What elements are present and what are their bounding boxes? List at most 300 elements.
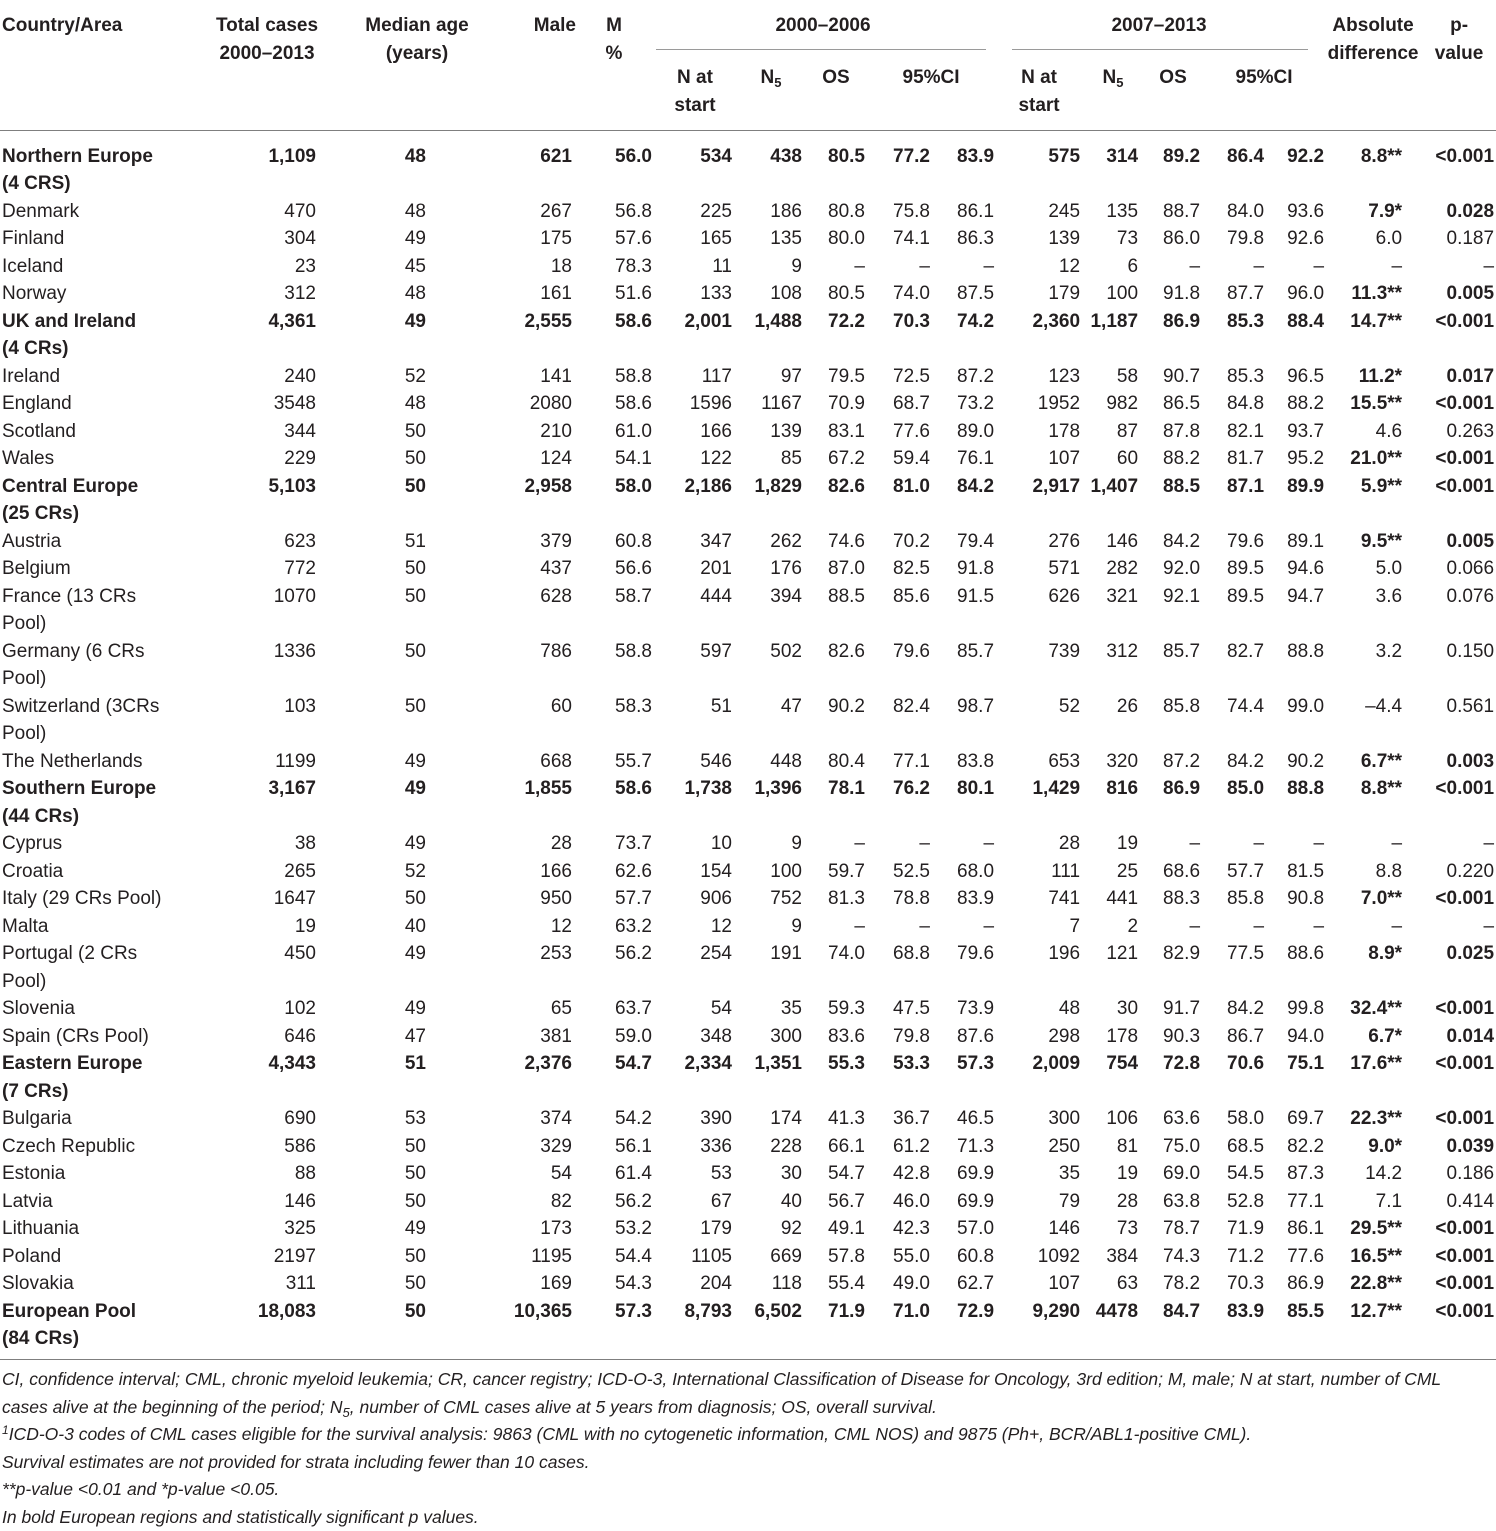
cell-country: Southern Europe (44 CRs) [0,775,192,830]
cell-n-start-2007: 178 [994,418,1084,446]
cell-total-cases: 265 [192,858,342,886]
cell-n5-2000: 262 [738,528,804,556]
table-body [0,130,1496,1359]
cell-os-2000: – [804,913,868,941]
cell-n-start-2007: 12 [994,253,1084,281]
cell-ci-low-2000: 42.8 [868,1160,938,1188]
cell-n5-2000: 174 [738,1105,804,1133]
cell-n-start-2000: 1596 [652,390,738,418]
cell-os-2007: 69.0 [1142,1160,1204,1188]
cell-absolute-difference: 6.7** [1324,748,1422,776]
cell-os-2007: 78.7 [1142,1215,1204,1243]
cell-p-value: – [1422,913,1496,941]
cell-ci-low-2007: 82.7 [1204,638,1268,693]
cell-p-value: 0.003 [1422,748,1496,776]
cell-country: Portugal (2 CRs Pool) [0,940,192,995]
cell-ci-low-2000: 85.6 [868,583,938,638]
cell-country: France (13 CRs Pool) [0,583,192,638]
cell-male: 141 [492,363,576,391]
cell-male-percent: 55.7 [576,748,652,776]
cell-n5-2007: 60 [1084,445,1142,473]
cell-country: Norway [0,280,192,308]
cell-male-percent: 58.0 [576,473,652,528]
cell-median-age: 50 [342,418,492,446]
cell-n5-2007: 19 [1084,830,1142,858]
cell-male: 381 [492,1023,576,1051]
cell-p-value: 0.076 [1422,583,1496,638]
header-n-at-start-1: N at start [652,60,738,131]
cell-total-cases: 3548 [192,390,342,418]
cell-os-2007: 86.5 [1142,390,1204,418]
cell-median-age: 49 [342,995,492,1023]
cell-ci-low-2000: 79.6 [868,638,938,693]
cell-male-percent: 59.0 [576,1023,652,1051]
cell-male-percent: 56.6 [576,555,652,583]
cell-n5-2000: 1,488 [738,308,804,363]
header-n-at-start-2: N at start [994,60,1084,131]
cell-n5-2000: 9 [738,913,804,941]
cell-total-cases: 19 [192,913,342,941]
header-ci-2: 95%CI [1204,60,1324,131]
cell-absolute-difference: 17.6** [1324,1050,1422,1105]
cell-ci-high-2007: 77.6 [1268,1243,1324,1271]
cell-ci-low-2000: 77.1 [868,748,938,776]
cell-n-start-2000: 254 [652,940,738,995]
cell-ci-low-2007: 85.8 [1204,885,1268,913]
cell-p-value: 0.150 [1422,638,1496,693]
cell-male: 173 [492,1215,576,1243]
cell-ci-high-2000: 79.4 [938,528,994,556]
cell-n-start-2007: 739 [994,638,1084,693]
cell-total-cases: 3,167 [192,775,342,830]
cell-male: 169 [492,1270,576,1298]
cell-country: Estonia [0,1160,192,1188]
cell-os-2000: 83.1 [804,418,868,446]
cell-ci-low-2000: 79.8 [868,1023,938,1051]
cell-ci-high-2007: – [1268,830,1324,858]
cell-ci-high-2000: 68.0 [938,858,994,886]
cell-n-start-2000: 201 [652,555,738,583]
cell-median-age: 50 [342,473,492,528]
header-period-2007-2013: 2007–2013 [994,0,1324,60]
cell-male-percent: 63.2 [576,913,652,941]
note-icd-codes: $^1$ICD-O-3 codes of CML cases eligible for the survival analysis: 9863 (CML with no cytogenetic information, CML NOS) and 9875 (Ph+, BCR/ABL1-positive CML). [2,1421,1452,1449]
cell-absolute-difference: 5.0 [1324,555,1422,583]
cell-os-2000: 71.9 [804,1298,868,1360]
table-row [0,693,1496,748]
cell-ci-high-2007: 90.8 [1268,885,1324,913]
cell-ci-low-2007: 85.3 [1204,363,1268,391]
cell-country: Malta [0,913,192,941]
cell-p-value: 0.014 [1422,1023,1496,1051]
cell-country: Iceland [0,253,192,281]
cell-ci-low-2000: 74.1 [868,225,938,253]
cell-n-start-2007: 2,009 [994,1050,1084,1105]
cell-ci-high-2000: 83.9 [938,130,994,198]
cell-n5-2007: 1,187 [1084,308,1142,363]
cell-p-value: <0.001 [1422,1050,1496,1105]
cell-ci-high-2000: 98.7 [938,693,994,748]
cell-n-start-2007: 276 [994,528,1084,556]
cell-p-value: 0.005 [1422,280,1496,308]
table-row [0,583,1496,638]
cell-p-value: <0.001 [1422,995,1496,1023]
cell-os-2000: 80.5 [804,280,868,308]
cell-ci-high-2000: 73.9 [938,995,994,1023]
cell-median-age: 48 [342,198,492,226]
cell-median-age: 49 [342,748,492,776]
cell-total-cases: 18,083 [192,1298,342,1360]
cell-median-age: 50 [342,555,492,583]
cell-os-2007: 85.8 [1142,693,1204,748]
cell-os-2000: 80.5 [804,130,868,198]
cell-n5-2007: 28 [1084,1188,1142,1216]
table-row [0,445,1496,473]
cell-ci-low-2000: 76.2 [868,775,938,830]
cell-median-age: 50 [342,1243,492,1271]
cell-male-percent: 56.8 [576,198,652,226]
cell-n5-2007: 135 [1084,198,1142,226]
table-row [0,253,1496,281]
cell-ci-high-2007: 93.6 [1268,198,1324,226]
cell-absolute-difference: 11.3** [1324,280,1422,308]
cell-total-cases: 344 [192,418,342,446]
cell-male: 2,555 [492,308,576,363]
cell-total-cases: 103 [192,693,342,748]
cell-male-percent: 58.6 [576,308,652,363]
cell-n5-2007: 754 [1084,1050,1142,1105]
cell-os-2007: 90.7 [1142,363,1204,391]
cell-total-cases: 5,103 [192,473,342,528]
cell-absolute-difference: – [1324,913,1422,941]
cell-os-2007: 72.8 [1142,1050,1204,1105]
cell-os-2007: – [1142,830,1204,858]
cell-os-2007: 86.9 [1142,775,1204,830]
cell-total-cases: 311 [192,1270,342,1298]
cell-ci-high-2000: 71.3 [938,1133,994,1161]
cell-median-age: 50 [342,638,492,693]
cell-ci-low-2007: 74.4 [1204,693,1268,748]
cell-ci-high-2007: 86.1 [1268,1215,1324,1243]
table-row-region [0,1050,1496,1105]
cell-n-start-2007: 107 [994,1270,1084,1298]
cell-ci-high-2007: 94.7 [1268,583,1324,638]
cell-ci-low-2000: 70.3 [868,308,938,363]
cell-ci-high-2000: 87.2 [938,363,994,391]
cell-absolute-difference: 6.0 [1324,225,1422,253]
cell-country: Latvia [0,1188,192,1216]
cell-absolute-difference: 29.5** [1324,1215,1422,1243]
cell-os-2007: 82.9 [1142,940,1204,995]
cell-ci-high-2007: 88.6 [1268,940,1324,995]
cell-country: Poland [0,1243,192,1271]
cell-n5-2007: 25 [1084,858,1142,886]
cell-ci-high-2000: 91.8 [938,555,994,583]
cell-male-percent: 54.1 [576,445,652,473]
cell-male: 12 [492,913,576,941]
cell-n5-2000: 100 [738,858,804,886]
cell-ci-high-2007: 92.6 [1268,225,1324,253]
cell-n5-2007: 312 [1084,638,1142,693]
cell-n5-2007: 816 [1084,775,1142,830]
note-survival-estimates: Survival estimates are not provided for strata including fewer than 10 cases. [2,1449,1452,1477]
cell-ci-low-2007: 89.5 [1204,583,1268,638]
cell-n-start-2007: 2,360 [994,308,1084,363]
table-row-region [0,308,1496,363]
cell-os-2007: 88.2 [1142,445,1204,473]
cell-ci-high-2007: 96.0 [1268,280,1324,308]
table-row [0,418,1496,446]
cell-ci-high-2000: 89.0 [938,418,994,446]
cell-male-percent: 58.8 [576,363,652,391]
table-row [0,363,1496,391]
cell-n5-2000: 502 [738,638,804,693]
cell-ci-low-2007: 58.0 [1204,1105,1268,1133]
cell-p-value: <0.001 [1422,130,1496,198]
cell-male: 161 [492,280,576,308]
cell-n5-2007: 19 [1084,1160,1142,1188]
cell-male-percent: 51.6 [576,280,652,308]
cell-ci-high-2000: – [938,253,994,281]
cell-os-2007: 88.3 [1142,885,1204,913]
cell-os-2007: 88.7 [1142,198,1204,226]
cell-ci-low-2000: 55.0 [868,1243,938,1271]
cell-median-age: 51 [342,1050,492,1105]
cell-ci-high-2007: 93.7 [1268,418,1324,446]
header-ci-1: 95%CI [868,60,994,131]
cell-os-2000: 83.6 [804,1023,868,1051]
cell-n-start-2000: 546 [652,748,738,776]
cell-os-2000: 59.7 [804,858,868,886]
cell-male-percent: 61.0 [576,418,652,446]
cell-n-start-2000: 179 [652,1215,738,1243]
cell-n-start-2000: 8,793 [652,1298,738,1360]
cell-n-start-2007: 298 [994,1023,1084,1051]
cell-country: The Netherlands [0,748,192,776]
cell-n5-2000: 228 [738,1133,804,1161]
table-row [0,528,1496,556]
cell-n-start-2007: 107 [994,445,1084,473]
cell-male-percent: 54.7 [576,1050,652,1105]
cell-n-start-2000: 165 [652,225,738,253]
cell-median-age: 50 [342,1160,492,1188]
cell-os-2000: – [804,830,868,858]
cell-n-start-2007: 52 [994,693,1084,748]
cell-ci-high-2007: 89.1 [1268,528,1324,556]
cell-total-cases: 1,109 [192,130,342,198]
cell-n-start-2000: 51 [652,693,738,748]
cell-os-2000: 80.0 [804,225,868,253]
cell-n-start-2000: 347 [652,528,738,556]
cell-total-cases: 1647 [192,885,342,913]
cell-male: 175 [492,225,576,253]
cell-male: 950 [492,885,576,913]
cell-median-age: 51 [342,528,492,556]
cell-ci-high-2007: 89.9 [1268,473,1324,528]
cell-ci-high-2007: 87.3 [1268,1160,1324,1188]
cell-ci-high-2000: – [938,830,994,858]
cell-n5-2000: 40 [738,1188,804,1216]
table-row [0,555,1496,583]
cell-male: 253 [492,940,576,995]
cell-male: 124 [492,445,576,473]
cell-os-2000: 41.3 [804,1105,868,1133]
cell-n-start-2000: 225 [652,198,738,226]
cell-n5-2000: 139 [738,418,804,446]
header-p-value: p- value [1422,0,1496,130]
cell-n5-2007: 106 [1084,1105,1142,1133]
cell-median-age: 50 [342,1298,492,1360]
cell-male: 1,855 [492,775,576,830]
cell-ci-low-2007: 57.7 [1204,858,1268,886]
header-os-1: OS [804,60,868,131]
cell-p-value: 0.066 [1422,555,1496,583]
cell-absolute-difference: 22.8** [1324,1270,1422,1298]
cell-os-2007: 87.8 [1142,418,1204,446]
cell-male-percent: 58.8 [576,638,652,693]
cell-os-2007: 63.6 [1142,1105,1204,1133]
cell-p-value: 0.220 [1422,858,1496,886]
cell-n-start-2000: 67 [652,1188,738,1216]
cell-male-percent: 57.3 [576,1298,652,1360]
cell-p-value: <0.001 [1422,1243,1496,1271]
cell-ci-low-2007: 86.4 [1204,130,1268,198]
cell-ci-low-2007: 85.0 [1204,775,1268,830]
cell-absolute-difference: 11.2* [1324,363,1422,391]
cell-ci-low-2000: 61.2 [868,1133,938,1161]
cell-n-start-2007: 146 [994,1215,1084,1243]
cell-absolute-difference: 9.0* [1324,1133,1422,1161]
cell-n-start-2000: 348 [652,1023,738,1051]
cell-p-value: <0.001 [1422,390,1496,418]
cell-ci-high-2007: 99.0 [1268,693,1324,748]
cell-p-value: 0.187 [1422,225,1496,253]
cell-ci-high-2000: 86.1 [938,198,994,226]
cell-male-percent: 54.2 [576,1105,652,1133]
cell-n-start-2000: 1,738 [652,775,738,830]
cell-ci-high-2000: – [938,913,994,941]
cell-p-value: 0.028 [1422,198,1496,226]
cell-n5-2007: 87 [1084,418,1142,446]
cell-male-percent: 56.0 [576,130,652,198]
cell-n5-2007: 2 [1084,913,1142,941]
cell-n5-2000: 176 [738,555,804,583]
table-header [0,0,1496,130]
cell-absolute-difference: 16.5** [1324,1243,1422,1271]
cell-median-age: 49 [342,775,492,830]
table-row [0,280,1496,308]
cell-absolute-difference: 8.8 [1324,858,1422,886]
cell-absolute-difference: 14.7** [1324,308,1422,363]
table-row-region [0,473,1496,528]
cell-total-cases: 38 [192,830,342,858]
cell-country: Slovenia [0,995,192,1023]
cell-absolute-difference: 3.2 [1324,638,1422,693]
cell-ci-low-2000: 82.5 [868,555,938,583]
cell-os-2000: 56.7 [804,1188,868,1216]
cell-n-start-2007: 48 [994,995,1084,1023]
cell-male-percent: 62.6 [576,858,652,886]
cell-ci-high-2007: 82.2 [1268,1133,1324,1161]
cell-os-2000: 82.6 [804,638,868,693]
cell-ci-low-2007: 52.8 [1204,1188,1268,1216]
cell-total-cases: 102 [192,995,342,1023]
cell-n5-2007: 73 [1084,1215,1142,1243]
cell-ci-low-2007: 89.5 [1204,555,1268,583]
cell-ci-high-2000: 57.0 [938,1215,994,1243]
cell-n5-2000: 85 [738,445,804,473]
cell-n5-2007: 63 [1084,1270,1142,1298]
cell-os-2000: 90.2 [804,693,868,748]
cell-os-2007: 91.7 [1142,995,1204,1023]
cell-ci-high-2007: 88.2 [1268,390,1324,418]
cell-n5-2000: 6,502 [738,1298,804,1360]
cell-n5-2007: 1,407 [1084,473,1142,528]
cell-country: Ireland [0,363,192,391]
cell-n-start-2007: 9,290 [994,1298,1084,1360]
cell-ci-low-2000: – [868,830,938,858]
cell-male: 18 [492,253,576,281]
cell-ci-high-2000: 80.1 [938,775,994,830]
cell-ci-low-2007: – [1204,253,1268,281]
cell-n-start-2007: 79 [994,1188,1084,1216]
cell-os-2000: 81.3 [804,885,868,913]
cell-ci-low-2000: 82.4 [868,693,938,748]
cell-ci-high-2000: 91.5 [938,583,994,638]
cell-median-age: 53 [342,1105,492,1133]
cell-n-start-2000: 54 [652,995,738,1023]
cell-ci-low-2000: 59.4 [868,445,938,473]
cell-ci-low-2000: 36.7 [868,1105,938,1133]
cell-n5-2007: 384 [1084,1243,1142,1271]
cell-total-cases: 1199 [192,748,342,776]
cell-total-cases: 690 [192,1105,342,1133]
table-row [0,1160,1496,1188]
cell-median-age: 50 [342,445,492,473]
cell-ci-low-2000: 71.0 [868,1298,938,1360]
cell-absolute-difference: 3.6 [1324,583,1422,638]
cell-n5-2007: 314 [1084,130,1142,198]
cell-p-value: 0.005 [1422,528,1496,556]
cell-median-age: 48 [342,280,492,308]
cell-ci-high-2007: 95.2 [1268,445,1324,473]
cell-country: Slovakia [0,1270,192,1298]
cell-total-cases: 304 [192,225,342,253]
cell-ci-low-2007: 71.2 [1204,1243,1268,1271]
table-row [0,1023,1496,1051]
cell-absolute-difference: 21.0** [1324,445,1422,473]
cell-total-cases: 23 [192,253,342,281]
cell-total-cases: 646 [192,1023,342,1051]
cell-total-cases: 1336 [192,638,342,693]
cell-n5-2000: 1,829 [738,473,804,528]
cell-n-start-2000: 53 [652,1160,738,1188]
cell-os-2000: 66.1 [804,1133,868,1161]
cell-n5-2007: 320 [1084,748,1142,776]
cell-male: 10,365 [492,1298,576,1360]
cell-absolute-difference: 12.7** [1324,1298,1422,1360]
cell-ci-low-2000: 75.8 [868,198,938,226]
cell-total-cases: 1070 [192,583,342,638]
cell-os-2000: – [804,253,868,281]
cell-ci-low-2007: – [1204,913,1268,941]
cell-ci-low-2000: – [868,253,938,281]
cell-ci-low-2007: 71.9 [1204,1215,1268,1243]
cell-n5-2000: 191 [738,940,804,995]
cell-n5-2000: 394 [738,583,804,638]
cell-country: Lithuania [0,1215,192,1243]
cell-p-value: – [1422,253,1496,281]
